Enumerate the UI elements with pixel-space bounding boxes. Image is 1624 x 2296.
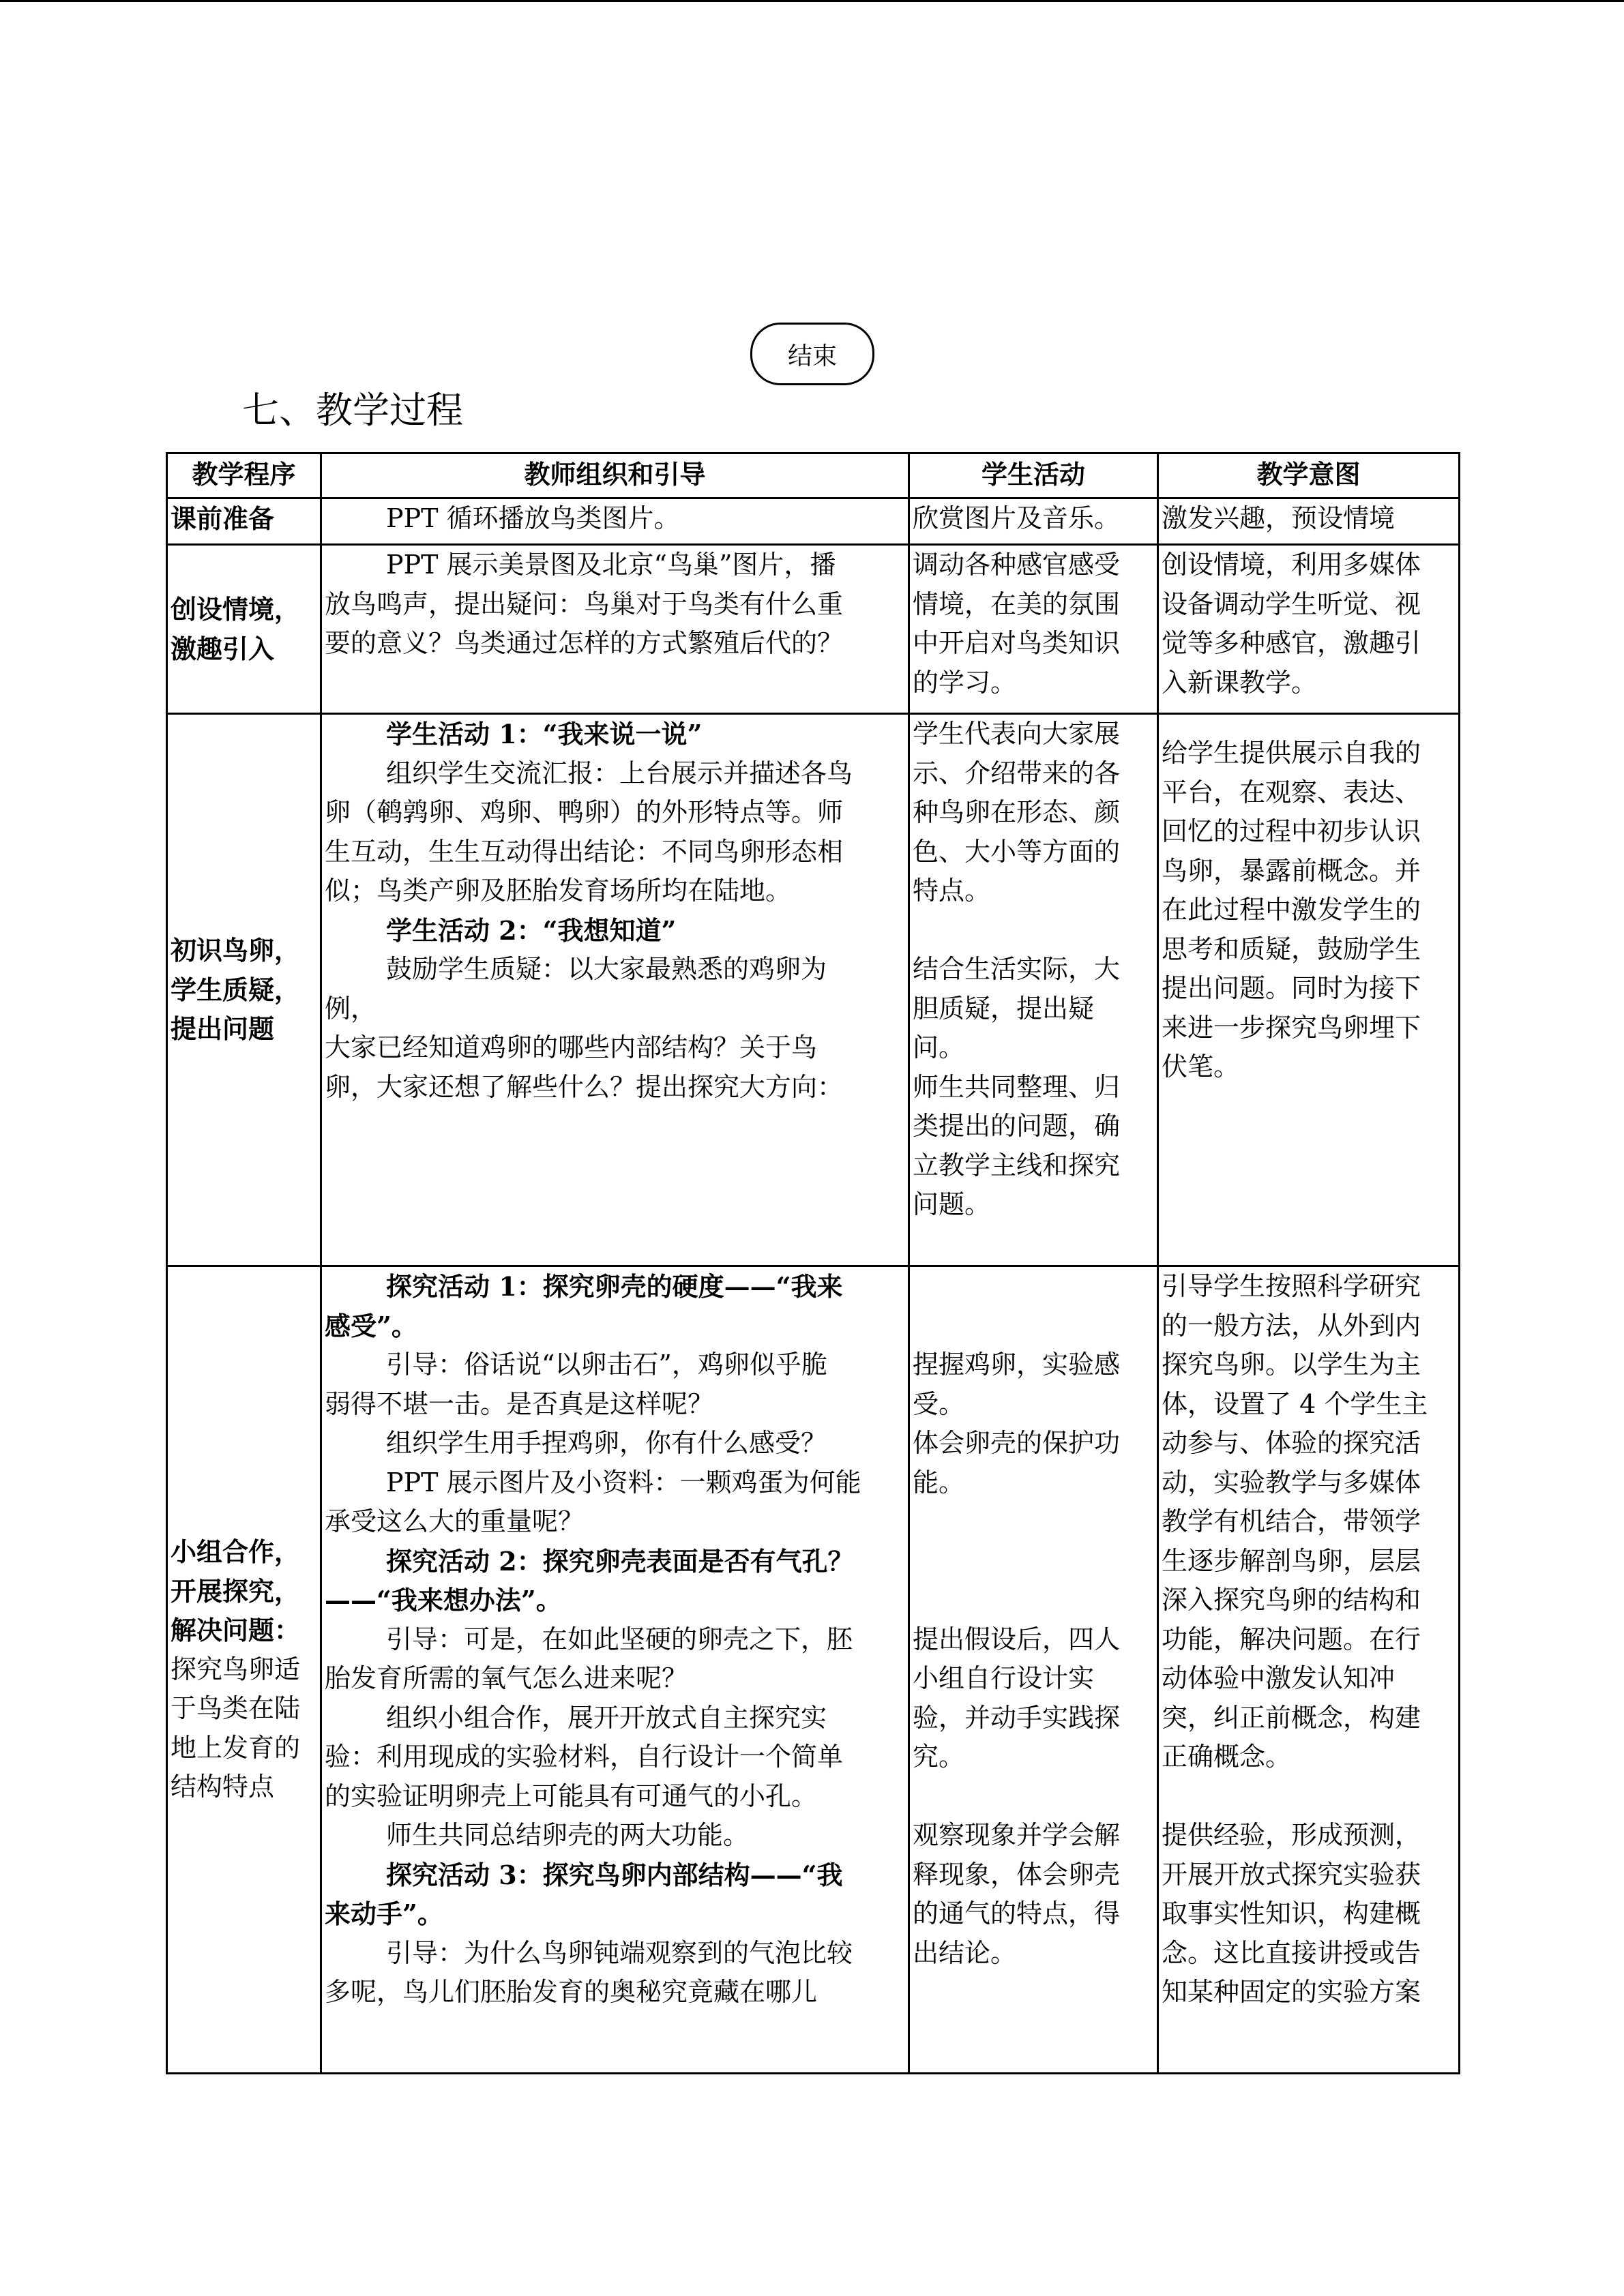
- intent-cell: 激发兴趣，预设情境: [1158, 498, 1460, 545]
- stage-cell: 初识鸟卵， 学生质疑， 提出问题: [167, 714, 321, 1266]
- teacher-cell: 探究活动 1：探究卵壳的硬度——“我来 感受”。 引导：俗话说“以卵击石”，鸡卵似乎脆 弱得不堪一击。是否真是这样呢？ 组织学生用手捏鸡卵，你有什么感受？ PPT 展示图片及小资料：一颗鸡蛋为何能 承受这么大的重量呢？ 探究活动 2：探究卵壳表面是否有气孔？ ——“我来想办法”。 引导：可是，在如此坚硬的卵壳之下，胚 胎发育所需的氧气怎么进来呢？ 组织小组合作，展开开放式自主探究实 验：利用现成的实验材料，自行设计一个简单 的实验证明卵壳上可能具有可通气的小孔。 师生共同总结卵壳的两大功能。 探究活动 3：探究鸟卵内部结构——“我 来动手”。 引导：为什么鸟卵钝端观察到的气泡比较 多呢，鸟儿们胚胎发育的奥秘究竟藏在哪儿: [321, 1266, 909, 2074]
- end-node-label: 结束: [787, 342, 837, 370]
- teacher-cell: PPT 展示美景图及北京“鸟巢”图片，播 放鸟鸣声，提出疑问：鸟巢对于鸟类有什么重 要的意义？鸟类通过怎样的方式繁殖后代的？: [321, 545, 909, 714]
- intent-cell: 创设情境，利用多媒体 设备调动学生听觉、视 觉等多种感官，激趣引 入新课教学。: [1158, 545, 1460, 714]
- table-row: [167, 1266, 1460, 2074]
- student-cell: 调动各种感官感受 情境，在美的氛围 中开启对鸟类知识 的学习。: [909, 545, 1158, 714]
- table-row: [167, 498, 1460, 545]
- flowchart-end-node: [750, 323, 874, 385]
- table-header-row: [167, 453, 1460, 498]
- student-cell: 捏握鸡卵，实验感 受。 体会卵壳的保护功 能。 提出假设后，四人 小组自行设计实 验，并动手实践探 究。 观察现象并学会解 释现象，体会卵壳 的通气的特点，得 出结论。: [909, 1266, 1158, 2074]
- section-heading: 七、教学过程: [242, 389, 463, 432]
- table-row: [167, 545, 1460, 714]
- header-intent: 教学意图: [1158, 453, 1460, 498]
- intent-cell: 引导学生按照科学研究 的一般方法，从外到内 探究鸟卵。以学生为主 体，设置了 4 个学生主 动参与、体验的探究活 动，实验教学与多媒体 教学有机结合，带领学 生逐步解剖鸟卵，层层 深入探究鸟卵的结构和 功能，解决问题。在行 动体验中激发认知冲 突，纠正前概念，构建 正确概念。 提供经验，形成预测， 开展开放式探究实验获 取事实性知识，构建概 念。这比直接讲授或告 知某种固定的实验方案: [1158, 1266, 1460, 2074]
- stage-cell: 课前准备: [167, 498, 321, 545]
- student-cell: 欣赏图片及音乐。: [909, 498, 1158, 545]
- header-stage: 教学程序: [167, 453, 321, 498]
- header-teacher: 教师组织和引导: [321, 453, 909, 498]
- teaching-process-table: [166, 452, 1460, 2074]
- top-border-line: [0, 0, 1624, 2]
- intent-cell: 给学生提供展示自我的 平台，在观察、表达、 回忆的过程中初步认识 鸟卵，暴露前概念。并 在此过程中激发学生的 思考和质疑，鼓励学生 提出问题。同时为接下 来进一步探究鸟卵埋下 伏笔。: [1158, 714, 1460, 1266]
- stage-cell: 创设情境， 激趣引入: [167, 545, 321, 714]
- stage-cell: 小组合作， 开展探究， 解决问题： 探究鸟卵适 于鸟类在陆 地上发育的 结构特点: [167, 1266, 321, 2074]
- teacher-cell: PPT 循环播放鸟类图片。: [321, 498, 909, 545]
- table-row: [167, 714, 1460, 1266]
- header-student: 学生活动: [909, 453, 1158, 498]
- teacher-cell: 学生活动 1：“我来说一说” 组织学生交流汇报：上台展示并描述各鸟 卵（鹌鹑卵、鸡卵、鸭卵）的外形特点等。师 生互动，生生互动得出结论：不同鸟卵形态相 似；鸟类产卵及胚胎发育场所均在陆地。 学生活动 2：“我想知道” 鼓励学生质疑：以大家最熟悉的鸡卵为 例， 大家已经知道鸡卵的哪些内部结构？关于鸟 卵，大家还想了解些什么？提出探究大方向：: [321, 714, 909, 1266]
- student-cell: 学生代表向大家展 示、介绍带来的各 种鸟卵在形态、颜 色、大小等方面的 特点。 结合生活实际，大 胆质疑，提出疑 问。 师生共同整理、归 类提出的问题，确 立教学主线和探究 问题。: [909, 714, 1158, 1266]
